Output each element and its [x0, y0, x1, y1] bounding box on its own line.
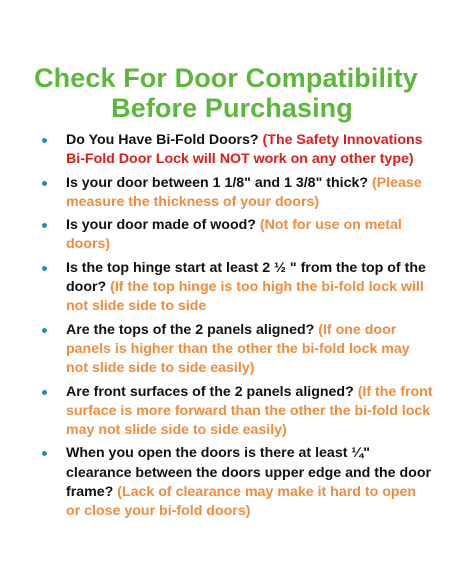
checklist-item	[42, 444, 434, 521]
checklist-item	[42, 321, 434, 379]
checklist-question: Are front surfaces of the 2 panels aligned?	[66, 383, 358, 400]
bullet-dot-icon	[42, 223, 47, 228]
heading-line-2: Before Purchasing	[111, 93, 353, 123]
checklist-question: Is your door made of wood?	[66, 217, 260, 234]
bullet-dot-icon	[42, 451, 47, 456]
bullet-dot-icon	[42, 328, 47, 333]
checklist-item	[42, 216, 434, 255]
checklist-note: (Not for use on metal doors)	[66, 217, 402, 253]
checklist-question: Is your door between 1 1/8" and 1 3/8" thick?	[66, 174, 372, 191]
checklist-note: (The Safety Innovations Bi-Fold Door Lock will NOT work on any other type)	[66, 132, 423, 168]
heading-line-1: Check For Door Compatibility	[34, 63, 418, 93]
bullet-dot-icon	[42, 390, 47, 395]
bullet-dot-icon	[42, 138, 47, 143]
checklist-item	[42, 259, 434, 317]
checklist-note: (Lack of clearance may make it hard to open or close your bi-fold doors)	[66, 484, 417, 520]
bullet-dot-icon	[42, 266, 47, 271]
checklist-note: (Please measure the thickness of your doors)	[66, 174, 422, 210]
checklist	[42, 131, 434, 526]
checklist-question: Is the top hinge start at least 2 ½ " from the top of the door?	[66, 259, 426, 296]
checklist-question: Are the tops of the 2 panels aligned?	[66, 321, 319, 338]
checklist-item	[42, 383, 434, 441]
checklist-note: (If the top hinge is too high the bi-fold lock will not slide side to side	[66, 279, 424, 315]
checklist-note: (If one door panels is higher than the other the bi-fold lock may not slide side to side easily)	[66, 321, 410, 377]
checklist-item	[42, 131, 434, 170]
checklist-item	[42, 174, 434, 213]
bullet-dot-icon	[42, 181, 47, 186]
checklist-question: When you open the doors is there at least ¼" clearance between the doors upper edge and the door frame?	[66, 445, 432, 501]
checklist-note: (If the front surface is more forward than the other the bi-fold lock may not slide side to side easily)	[66, 383, 433, 439]
checklist-question: Do You Have Bi-Fold Doors?	[66, 132, 263, 148]
